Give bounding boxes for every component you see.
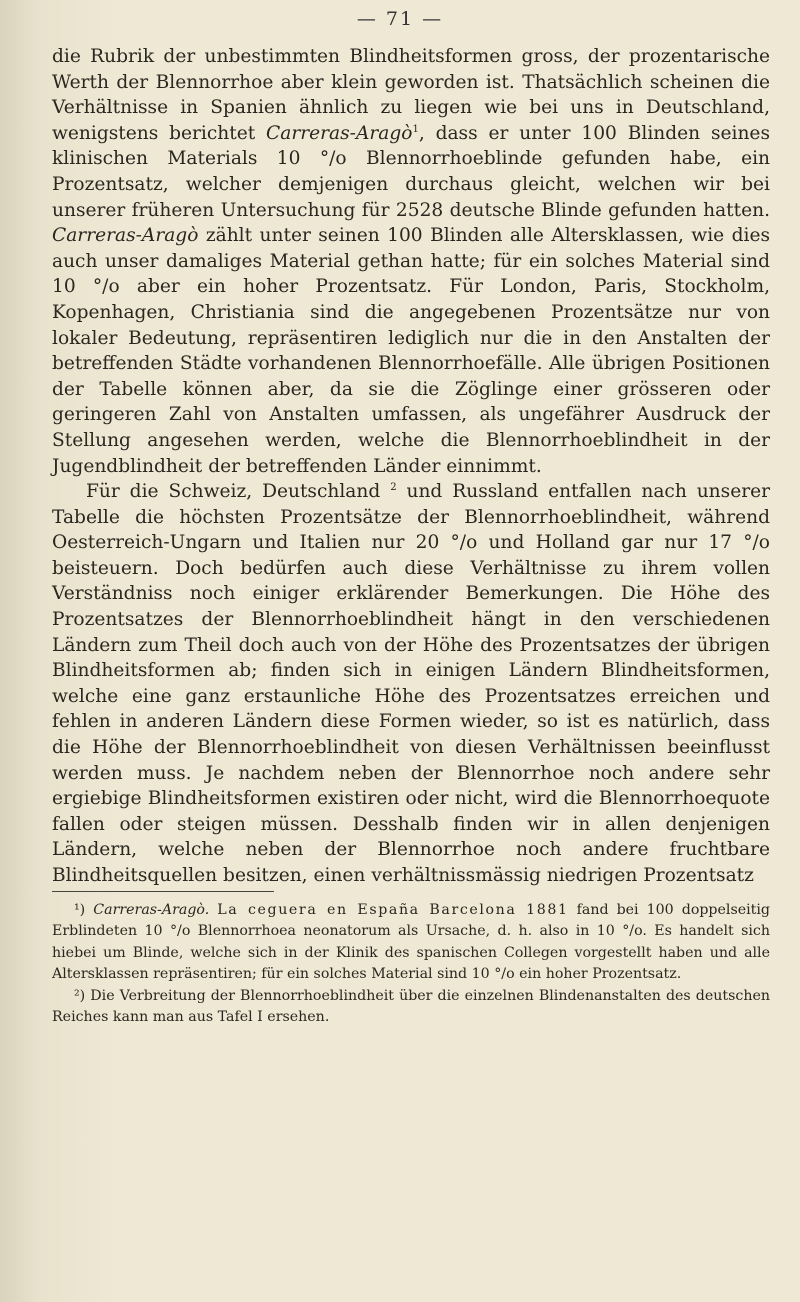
- paragraph-1-part-3: zählt unter seinen 100 Blinden alle Altersklassen, wie dies auch unser damaliges Material gethan hatte; für ein solches Material sind 10 °/o aber ein hoher Prozentsatz. Für London, Paris, Stockholm, Kopenhagen, Christiania sind die angegebenen Prozentsätze nur von lokaler Bedeutung, repräsentiren lediglich nur die in den Anstalten der betreffenden Städte vorhandenen Blennorrhoefälle. Alle übrigen Positionen der Tabelle können aber, da sie die Zöglinge einer grösseren oder geringeren Zahl von Anstalten umfassen, als ungefährer Ausdruck der Stellung angesehen werden, welche die Blennorrhoeblindheit in der Jugendblindheit der betreffenden Länder einnimmt.: [52, 225, 770, 477]
- footnote-1: [52, 900, 770, 986]
- footnote-1-text: fand bei 100 doppelseitig Erblindeten 10 °/o Blennorrhoea neonatorum als Ursache, d. h. also in 10 °/o. Es handelt sich hiebei um Blinde, welche sich in der Klinik des spanischen Collegen vorgestellt haben und alle Altersklassen repräsentiren; für ein solches Material sind 10 °/o ein hoher Prozentsatz.: [52, 902, 770, 983]
- footnote-2-marker: ²): [74, 987, 86, 1004]
- main-text: [52, 44, 770, 889]
- footnote-1-marker: ¹): [74, 902, 86, 918]
- paragraph-2: [52, 479, 770, 889]
- page-number: — 71 —: [356, 8, 444, 30]
- author-reference: Carreras-Aragò: [52, 225, 199, 247]
- footnotes: [52, 900, 770, 1028]
- paragraph-1-part-2: , dass er unter 100 Blinden seines klinischen Materials 10 °/o Blennorrhoeblinde gefunden habe, ein Prozentsatz, welcher demjenigen durchaus gleicht, welchen wir bei unserer früheren Untersuchung für 2528 deutsche Blinde gefunden hatten.: [52, 122, 770, 221]
- paragraph-2-part-2: und Russland entfallen nach unserer Tabelle die höchsten Prozentsätze der Blennorrhoeblindheit, während Oesterreich-Ungarn und Italien nur 20 °/o und Holland gar nur 17 °/o beisteuern. Doch bedürfen auch diese Verhältnisse zu ihrem vollen Verständniss noch einiger erklärender Bemerkungen. Die Höhe des Prozentsatzes der Blennorrhoeblindheit hängt in den verschiedenen Ländern zum Theil doch auch von der Höhe des Prozentsatzes der übrigen Blindheitsformen ab; finden sich in einigen Ländern Blindheitsformen, welche eine ganz erstaunliche Höhe des Prozentsatzes erreichen und fehlen in anderen Ländern diese Formen wieder, so ist es natürlich, dass die Höhe der Blennorrhoeblindheit von diesen Verhältnissen beeinflusst werden muss. Je nachdem neben der Blennorrhoe noch andere sehr ergiebige Blindheitsformen existiren oder nicht, wird die Blennorrhoequote fallen oder steigen müssen. Desshalb finden wir in allen denjenigen Ländern, welche neben der Blennorrhoe noch andere fruchtbare Blindheitsquellen besitzen, einen verhältnissmässig niedrigen Prozentsatz: [52, 481, 770, 886]
- author-reference: Carreras-Aragò: [266, 122, 413, 144]
- footnote-divider: [52, 891, 274, 892]
- footnote-ref-2: 2: [390, 482, 397, 494]
- paragraph-2-part-1: Für die Schweiz, Deutschland: [86, 481, 391, 503]
- footnote-2-text: Die Verbreitung der Blennorrhoeblindheit über die einzelnen Blindenanstalten des deutschen Reiches kann man aus Tafel I ersehen.: [52, 987, 770, 1026]
- paragraph-1: [52, 44, 770, 479]
- footnote-2: [52, 986, 770, 1029]
- footnote-1-author: Carreras-Aragò.: [93, 902, 210, 918]
- footnote-1-title: La ceguera en España Barcelona 1881: [217, 902, 569, 918]
- paragraph-1-part-1: die Rubrik der unbestimmten Blindheitsformen gross, der prozentarische Werth der Blennorrhoe aber klein geworden ist. Thatsächlich scheinen die Verhältnisse in Spanien ähnlich zu liegen wie bei uns in Deutschland, wenigstens berichtet: [52, 46, 770, 144]
- footnote-ref-1: 1: [412, 123, 419, 135]
